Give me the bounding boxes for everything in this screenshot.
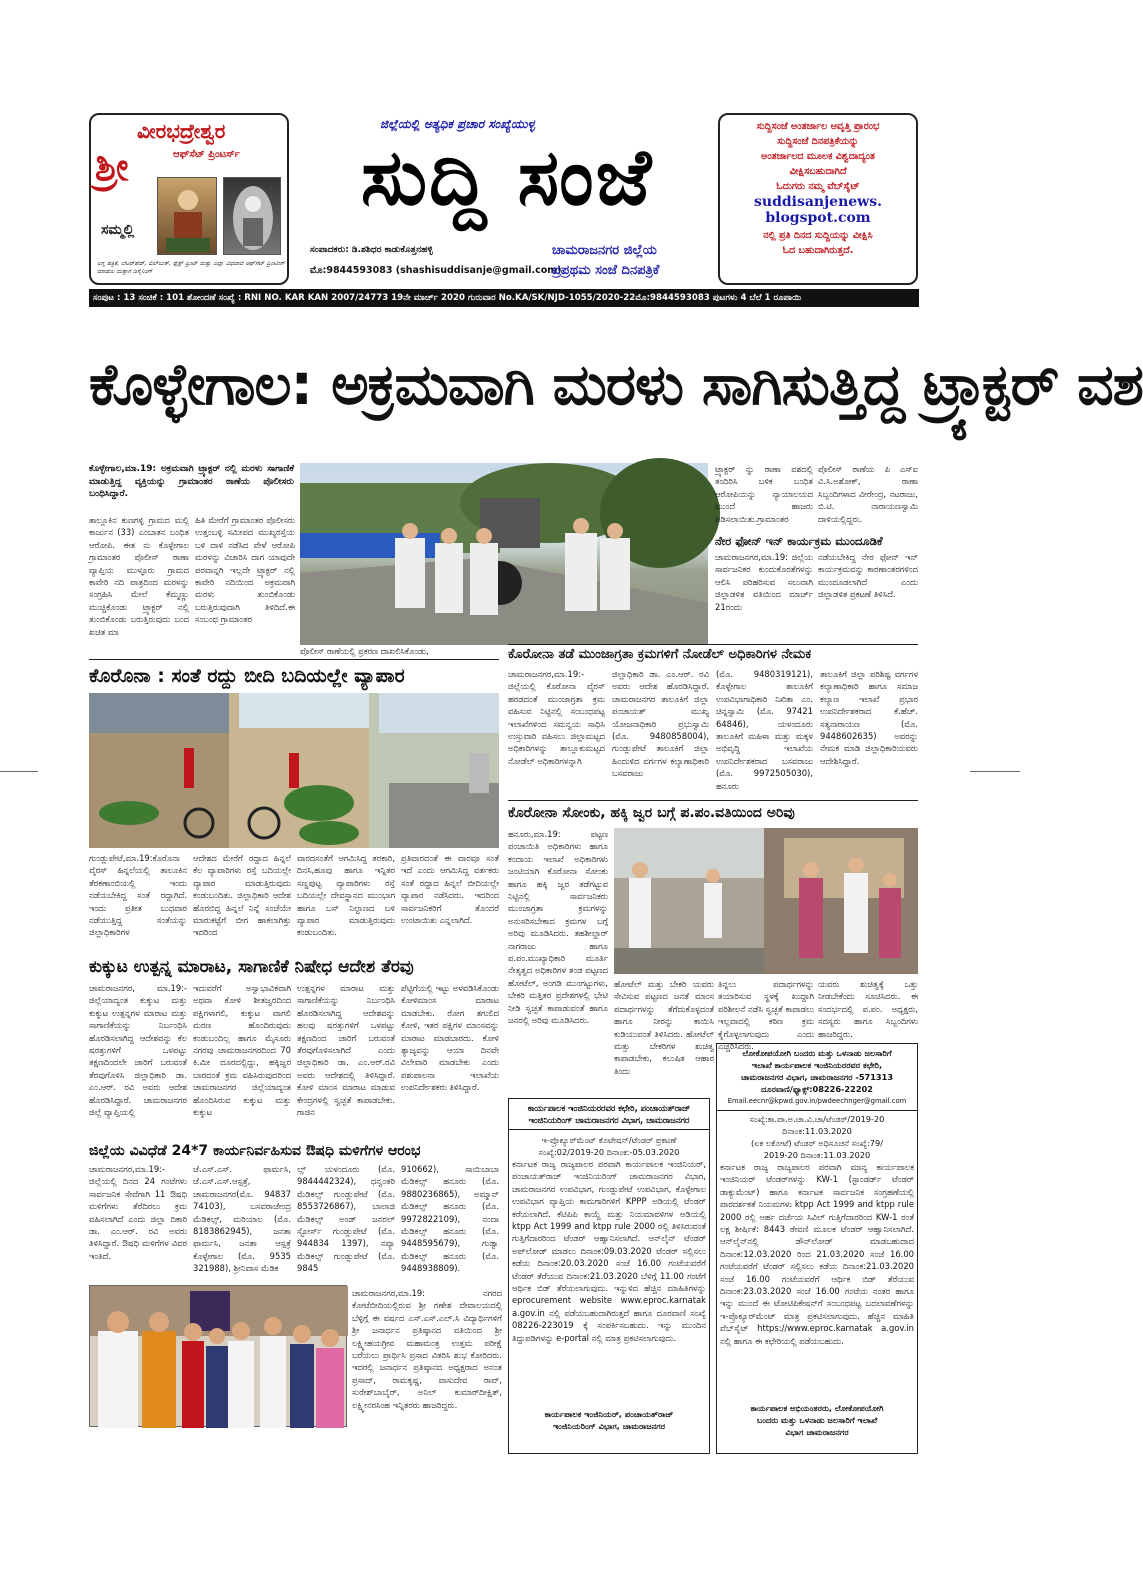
ad-right-url1[interactable]: suddisanjenews.	[754, 194, 882, 210]
tender2-header: ಲೋಕೋಪಯೋಗಿ ಬಂದರು ಮತ್ತು ಒಳನಾಡು ಜಲಸಾರಿಗೆ ಇಲಾಖೆ ಕಾರ್ಯಪಾಲಕ ಇಂಜಿನಿಯರರವರ ಕಛೇರಿ, ಚಾಮರಾಜನಗರ ವಿಭಾಗ, ಚಾಮರಾಜನಗರ -571313 ದೂರವಾಣಿ/ಫ್ಯಾಕ್ಸ್:08226-22202 Email.eecnr@kpwd.gov.in/pwdeechnger@gmail.com	[717, 1044, 917, 1111]
hakki-col2: ಹೋಟೆಲ್ ಮತ್ತು ಬೇಕರಿ ಯವರು ಸೇವಿಸುವ ಪಟ್ಟಣದ ಜನತೆ ಮಾಂಸ ಪದಾರ್ಥಗಳನ್ನು ತೆಗೆದುಕೊಳ್ಳದಂತೆ ಹಾಗೂ ನೀರನ್ನು ಕಾಯಿಸಿ ಕುಡಿಯುವಂತೆ ತಿಳಿಸಿದರು. ಹೋಟೆಲ್ ಮತ್ತು ಬೇಕರಿಗಳ ಶುಚಿತ್ವ ಕಾಪಾಡಬೇಕು, ಕಲುಷಿತ ಆಹಾರ ತಿಂದು	[614, 979, 714, 1076]
tender1-box	[508, 1098, 710, 1454]
ad-left-box	[89, 113, 289, 285]
kukkuta-col3: ಉತ್ಪನ್ನಗಳ ಮಾರಾಟ ಮತ್ತು ಸಾಗಾಣಿಕೆಯನ್ನು ನಿರ್ಬಂಧಿಸಿ ಹೊರಡಿಸಲಾಗಿದ್ದ ಆದೇಶವನ್ನು ಹಲವು ಷರತ್ತುಗಳಿಗೆ ಒಳಪಟ್ಟು ತಕ್ಷಣದಿಂದ ಜಾರಿಗೆ ಬರುವಂತೆ ತೆರವುಗೊಳಿಸಲಾಗಿದೆ ಎಂದು ಜಿಲ್ಲಾಧಿಕಾರಿ ಡಾ. ಎಂ.ಆರ್.ರವಿ ಅವರು ಆದೇಶದಲ್ಲಿ ತಿಳಿಸಿದ್ದಾರೆ. ಕೋಳಿ ಮಾಂಸ ಮಾರಾಟ ಮಾಡುವ ಕೇಂದ್ರಗಳಲ್ಲಿ ಸ್ವಚ್ಛತೆ ಕಾಪಾಡಬೇಕು. ಗಾಜಿನ	[297, 983, 395, 1118]
main-headline: ಕೊಳ್ಳೇಗಾಲ: ಅಕ್ರಮವಾಗಿ ಮರಳು ಸಾಗಿಸುತ್ತಿದ್ದ ಟ್ರ್ಯಾಕ್ಟರ್ ವಶ	[89, 352, 1143, 418]
margin-line-right	[970, 771, 1020, 772]
masthead-tagline: ಜಿಲ್ಲೆಯಲ್ಲಿ ಅತ್ಯಧಿಕ ಪ್ರಚಾರ ಸಂಖ್ಯೆಯುಳ್ಳ	[380, 117, 535, 131]
lead-right-col2: ಪೊಲೀಸ್ ಠಾಣೆಯ ಪಿ ಎಸ್ಐ ವಿ.ಸಿ.ಅಶೋಕ್, ಠಾಣಾ ಸಿಬ್ಬಂದಿಗಳಾದ ವೀರೇಂದ್ರ, ನಟರಾಜು, ಬಿ.ಟಿ. ನಾರಾಯಣಸ್ವಾಮಿ ದಾಳಿಯಲ್ಲಿದ್ದರು.	[818, 464, 918, 524]
rule-noodal	[508, 644, 918, 645]
medical-col2: ಜೆ.ಎಸ್.ಎಸ್. ಫಾರ್ಮಸಿ, ಜೆ.ಎಸ್.ಎಸ್.ಆಸ್ಪತ್ರೆ, ಚಾಮರಾಜನಗರ(ಮೊ. 94837 74103), ಬಸವರಾಜೇಂದ್ರ ಮೆಡಿಕಲ್ಸ್, ಮರಿಯಾಲ (ಮೊ. 8183862945), ಜನತಾ ಫಾರ್ಮಸಿ, ಜನತಾ ಆಸ್ಪತ್ರೆ ಕೊಳ್ಳೇಗಾಲ (ಮೊ. 9535 321988), ಶ್ರೀನಿವಾಸ ಮೆಡಿಕ	[193, 1164, 291, 1274]
hakki-photo	[614, 828, 918, 974]
kukkuta-col1: ಚಾಮರಾಜನಗರ, ಮಾ.19:- ಜಿಲ್ಲೆಯಾದ್ಯಂತ ಕುಕ್ಕುಟ ಮತ್ತು ಕುಕ್ಕುಟ ಉತ್ಪನ್ನಗಳ ಮಾರಾಟ ಮತ್ತು ಸಾಗಾಣಿಕೆಯನ್ನು ನಿರ್ಬಂಧಿಸಿ ಹೊರಡಿಸಲಾಗಿದ್ದ ಆದೇಶವನ್ನು ಕೆಲ ಷರತ್ತುಗಳಿಗೆ ಒಳಪಟ್ಟು ತಕ್ಷಣದಿಂದಲೇ ಜಾರಿಗೆ ಬರುವಂತೆ ತೆರವುಗೊಳಿಸಿ ಜಿಲ್ಲಾಧಿಕಾರಿ ಡಾ. ಎಂ.ಆರ್. ರವಿ ಅವರು ಆದೇಶ ಹೊರಡಿಸಿದ್ದಾರೆ. ಚಾಮರಾಜನಗರ ಜಿಲ್ಲೆ ವ್ಯಾಪ್ತಿಯಲ್ಲಿ	[89, 983, 187, 1118]
tender1-footer: ಕಾರ್ಯಪಾಲಕ ಇಂಜಿನಿಯರ್, ಪಂಚಾಯತ್‌ರಾಜ್ ಇಂಜಿನಿಯರಿಂಗ್ ವಿಭಾಗ, ಚಾಮರಾಜನಗರ	[544, 1409, 674, 1431]
ad-right-line3: ಅಂತರ್ಜಾಲದ ಮೂಲಕ ವಿಶ್ವದಾದ್ಯಂತ	[761, 151, 875, 162]
tender1-body: ಕರ್ನಾಟಕ ರಾಜ್ಯ ರಾಜ್ಯಪಾಲರ ಪರವಾಗಿ ಕಾರ್ಯಪಾಲಕ ಇಂಜಿನಿಯರ್, ಪಂಚಾಯತ್‌ರಾಜ್ ಇಂಜಿನಿಯರಿಂಗ್ ಚಾಮರಾಜನಗರ ವಿಭಾಗ, ಚಾಮರಾಜನಗರ ಉಪವಿಭಾಗ, ಗುಂಡ್ಲುಪೇಟೆ ಉಪವಿಭಾಗ, ಕೊಳ್ಳೇಗಾಲ ಉಪವಿಭಾಗ ವ್ಯಾಪ್ತಿಯ ಕಾಮಗಾರಿಗಳಿಗೆ KPPP ಅಡಿಯಲ್ಲಿ ಟೆಂಡರ್ ಕರೆಯಲಾಗಿದೆ. ಕೆಟಿಪಿಪಿ ಕಾಯ್ದೆ ಮತ್ತು ನಿಯಮಾವಳಿಗಳ ಅಡಿಯಲ್ಲಿ ktpp Act 1999 and ktpp rule 2000 ರಲ್ಲಿ ತಿಳಿಸಿರುವಂತೆ ಗುತ್ತಿಗೆದಾರರಿಂದ ಟೆಂಡರ್ ಆಹ್ವಾನಿಸಲಾಗಿದೆ. ಆನ್‌ಲೈನ್ ಟೆಂಡರ್ ಅಪ್‌ಲೋಡ್ ಮಾಡಲು ದಿನಾಂಕ:09.03.2020 ಟೆಂಡರ್ ಸಲ್ಲಿಸಲು ಕಡೆಯ ದಿನಾಂಕ:20.03.2020 ಸಂಜೆ 16.00 ಗಂಟೆಯವರೆಗೆ ಟೆಂಡರ್ ತೆರೆಯುವ ದಿನಾಂಕ:21.03.2020 ಬೆಳಿಗ್ಗೆ 11.00 ಗಂಟೆಗೆ ಆರ್ಥಿಕ ಬಿಡ್ ತೆರೆಯಲಾಗುವುದು. ಇನ್ನುಳಿದ ಹೆಚ್ಚಿನ ಮಾಹಿತಿಗಳನ್ನು eprocurement website www.eproc.karnatak a.gov.in ನಲ್ಲಿ ಪಡೆಯಬಹುದಾಗಿರುತ್ತದೆ ಹಾಗೂ ದೂರವಾಣಿ ಸಂಖ್ಯೆ 08226-223019 ಕ್ಕೆ ಸಂಪರ್ಕಿಸಬಹುದು. ಇನ್ನು ಮುಂದಿನ ತಿದ್ದುಪಡಿಗಳನ್ನು e-portal ನಲ್ಲಿ ಮಾತ್ರ ಪ್ರಕಟಿಸಲಾಗುವುದು.	[512, 1159, 706, 1343]
neer-title: ನೇರ ಫೋನ್ ಇನ್ ಕಾರ್ಯಕ್ರಮ ಮುಂದೂಡಿಕೆ	[715, 534, 883, 548]
tender1-notice-title: ಇ-ಪ್ರೊಕ್ಯೂರ್‌ಮೆಂಟ್ ಕೊಟೇಷನ್/ಟೆಂಡರ್ ಪ್ರಕಟಣೆ	[541, 1135, 677, 1145]
ad-right-line7: ಓದ ಬಹುದಾಗಿರುತ್ತದೆ.	[782, 245, 854, 256]
ad-right-line2: ಸುದ್ದಿಸಂಜೆ ದಿನಪತ್ರಿಕೆಯನ್ನು	[777, 136, 859, 147]
ad-right-line6: ನಲ್ಲಿ ಪ್ರತಿ ದಿನದ ಸುದ್ದಿಯನ್ನು ವೀಕ್ಷಿಸಿ	[763, 230, 873, 241]
noodal-title: ಕೊರೋನಾ ತಡೆ ಮುಂಜಾಗ್ರತಾ ಕ್ರಮಗಳಿಗೆ ನೋಡೆಲ್ ಅಧಿಕಾರಿಗಳ ನೇಮಕ	[508, 647, 812, 662]
tender2-notice-title: (ಏಕ ಲಕೋಟೆ) ಟೆಂಡರ್ ಅಧಿಸೂಚನೆ ಸಂಖ್ಯೆ:79/	[751, 1138, 883, 1148]
tender1-notice-no: ಸಂಖ್ಯೆ:02/2019-20 ದಿನಾಂಕ:-05.03.2020	[538, 1147, 680, 1157]
santhe-photo	[89, 693, 499, 848]
medical-col4: 910662), ಸಾಯಿಬಾಬಾ ಮೆಡಿಕಲ್ಸ್ ಹನೂರು (ಮೊ. 9880236865), ಅಮ್ಮಾನ್ ಮೆಡಿಕಲ್ಸ್ ಹನೂರು (ಮೊ. 9972822109), ನಂದಾ ಮೆಡಿಕಲ್ಸ್ ಹನೂರು (ಮೊ. 9448595679), ಗುಡ್ವಾ ಮೆಡಿಕಲ್ಸ್ ಹನೂರು (ಮೊ. 9448938809).	[401, 1164, 499, 1274]
ad-left-place: ಸಮ್ಮಲ್ಲಿ	[101, 222, 135, 238]
santhe-col4: ಪ್ರತಿವಾರದಂತೆ ಈ ವಾರವೂ ಸಂತೆ ಇದೆ ಎಂದು ಆಗಮಿಸಿದ್ದ ವರ್ತಕರು ಸಂತೆ ರದ್ದಾದ ಹಿನ್ನಲೆ ಬೀದಿಯಲ್ಲೇ ವ್ಯಾಪಾರ ನಡೆಸಿದರು. ಇದರಿಂದ ಸಾರ್ವಜನಿಕರಿಗೆ ತೊಂದರೆ ಉಂಟಾಯಿತು ಎನ್ನಲಾಗಿದೆ.	[401, 853, 499, 926]
santhe-title: ಕೊರೊನಾ : ಸಂತೆ ರದ್ದು ಬೀದಿ ಬದಿಯಲ್ಲೇ ವ್ಯಾಪಾರ	[89, 665, 405, 687]
noodal-col3: (ಮೊ. 9480319121), ಕೊಳ್ಳೇಗಾಲ ತಾಲೂಕಿಗೆ ಉಪವಿಭಾಗಾಧಿಕಾರಿ ನಿಖಿತಾ ಎಂ. ಚಿನ್ನಸ್ವಾಮಿ (ಮೊ. 97421 64846), ಯಳಂದೂರು ತಾಲೂಕಿಗೆ ಮಹಿಳಾ ಮತ್ತು ಮಕ್ಕಳ ಅಭಿವೃದ್ಧಿ ಇಲಾಖೆಯ ಉಪನಿರ್ದೇಶಕರಾದ ಬಸವರಾಜು (ಮೊ. 9972505030), ಹನೂರು	[716, 669, 813, 791]
hakki-col4: ಯವರು ಶುಚಿತ್ವಕ್ಕೆ ಒತ್ತು ನೀಡಬೇಕೆಂದು ಸೂಚಿಸಿದರು. ಈ ಸಂದರ್ಭದಲ್ಲಿ ಪ.ಪಂ. ಅಧ್ಯಕ್ಷರು, ಸದಸ್ಯರು ಹಾಗೂ ಸಿಬ್ಬಂದಿಗಳು ಹಾಜರಿದ್ದರು.	[818, 979, 918, 1039]
kukkuta-col2: ಇದುವರೆಗೆ ಅಸ್ವಾಭಾವಿಕವಾಗಿ ಅಥವಾ ಕೋಳಿ ಶೀತಜ್ವರದಿಂದ ಪಕ್ಷಿಗಳಾಗಲಿ, ಕುಕ್ಕುಟ ವಾಗಲಿ ಮರಣ ಹೊಂದಿರುವುದು ಕಂಡುಬಂದಿಲ್ಲ ಹಾಗೂ ಮೈಸೂರು ನಗರವು ಚಾಮರಾಜನಗರದಿಂದ 70 ಕಿ.ಮೀ ದೂರದಲ್ಲಿದ್ದು, ಹಕ್ಕಿಜ್ವರ ಬಾರದಂತೆ ಕ್ರಮ ವಹಿಸಿರುವುದರಿಂದ ಚಾಮರಾಜನಗರ ಜಿಲ್ಲೆಯಾದ್ಯಂತ ಹೊಂದಿಸಿರುವ ಕುಕ್ಕುಟ ಮತ್ತು ಕುಕ್ಕುಟ	[193, 983, 291, 1118]
kukkuta-title: ಕುಕ್ಕುಟ ಉತ್ಪನ್ನ ಮಾರಾಟ, ಸಾಗಾಣಿಕೆ ನಿಷೇಧ ಆದೇಶ ತೆರವು	[89, 957, 414, 977]
lead-right-col1: ಟ್ರ್ಯಾಕ್ಟರ್ ನ್ನು ಠಾಣಾ ವಶದಲ್ಲಿ ತಂದಿರಿಸಿ ಬಳಿಕ ಬಂಧಿತ ಆರೋಪಿಯನ್ನು ನ್ಯಾಯಾಲಯದ ಮುಂದೆ ಹಾಜರು ಪಡಿಸಲಾಯಿತು.ಗ್ರಾಮಾಂತರ	[715, 464, 813, 524]
ad-left-desc: ಲಗ್ನ ಪತ್ರಿಕೆ, ಲೆಟರ್‌ಹೆಡ್, ಬಿಲ್‌ಬುಕ್, ಫ್ಲೆಕ್ಸ್ ಪ್ರಿಂಟ್ ಮತ್ತು ಎಲ್ಲಾ ವಿಧವಾದ ಆಫ್‌ಸೆಟ್ ಪ್ರಿಂಟಿಂಗ್ ಮಾಡುಲ ಮತ್ತಾಗ ಡಿಸೈನಿಂಗ್	[97, 260, 285, 275]
lead-col1: ತಾಲ್ಲೂಕಿನ ಕುಣಗಳ್ಳಿ ಗ್ರಾಮದ ಮಲ್ಲಿ ಕಾರ್ಜುನ (33) ಎಂಬಾತನ ಬಂಧಿತ ಆರೋಪಿ. ಈತ ನು ಕೊಳ್ಳೇಗಾಲ ಗ್ರಾಮಾಂತರ ಪೊಲೀಸ್ ಠಾಣಾ ವ್ಯಾಪ್ತಿಯ ಮುಳ್ಳೂರು ಗ್ರಾಮದ ಕಾವೇರಿ ನದಿ ಪಾತ್ರದಿಂದ ಮರಳನ್ನು ಸಂಗ್ರಹಿಸಿ ಮೇಲೆ ಕೆಮ್ಮಣ್ಣು ಮುಚ್ಚಿಕೊಂಡು ಟ್ರ್ಯಾಕ್ಟರ್ ನಲ್ಲಿ ತುಂಬಿಕೊಂಡು ಬರುತ್ತಿರುವುದು ಬಂದ ಖಚಿತ ಮಾ	[89, 515, 189, 637]
tender2-notice-title2: 2019-20 ದಿನಾಂಕ:11.03.2020	[763, 1150, 871, 1160]
masthead-district-1: ಚಾಮರಾಜನಗರ ಜಿಲ್ಲೆಯ	[552, 243, 657, 258]
ad-right-url2[interactable]: blogspot.com	[765, 210, 871, 226]
tender2-notice-date: ದಿನಾಂಕ:11.03.2020	[782, 1126, 852, 1136]
masthead-phone: ಮೊ:9844593083 (shashisuddisanje@gmail.com)	[310, 265, 562, 276]
kukkuta-col4: ಪೆಟ್ಟಿಗೆಯಲ್ಲಿ ಇಟ್ಟು ಅಳವಡಿಸಿಕೊಂಡು ಕೋಳಿಮಾಂಸ ಮಾರಾಟ ಮಾಡಬೇಕು. ರೋಗ ತಗುಲಿದ ಕೋಳಿ, ಇತರ ಪಕ್ಷಿಗಳ ಮಾಂಸವನ್ನು ಮಾರಾಟ ಮಾಡಬಾರದು. ಕೋಳಿ ತ್ಯಾಜ್ಯವನ್ನು ಆಯಾ ದಿನವೇ ವಿಲೇವಾರಿ ಮಾಡಬೇಕು ಎಂದು ಪಶುಪಾಲನಾ ಇಲಾಖೆಯ ಉಪನಿರ್ದೇಶಕರು ತಿಳಿಸಿದ್ದಾರೆ.	[401, 983, 499, 1093]
lead-col2: ಹಿತಿ ಮೇರೆಗೆ ಗ್ರಾಮಾಂತರ ಪೊಲೀಸರು ಉತ್ತಂಬಳ್ಳಿ ಸಮೀಪದ ಮುಖ್ಯರಸ್ತೆಯ ಬಳಿ ದಾಳಿ ನಡೆಸಿದ ವೇಳೆ ಆರೋಪಿ ಮರಳನ್ನು ವಿಚಾರಿಸಿ ದಾಗ ಯಾವುದೇ ಪರವಾನ್ನಗಿ ಇಲ್ಲದೇ ಟ್ರ್ಯಾಕ್ಟರ್ ನಲ್ಲಿ ಕಾವೇರಿ ನದಿಯಿಂದ ಅಕ್ರಮವಾಗಿ ಮರಳು ತುಂಬಿಕೊಂಡು ಬರುತ್ತಿರುವುದಾಗಿ ತಿಳಿದಿದೆ.ಈ ಸಂಬಂಧ ಗ್ರಾಮಾಂತರ	[195, 515, 295, 625]
tender2-email: Email.eecnr@kpwd.gov.in/pwdeechnger@gmail.com	[727, 1097, 907, 1105]
tender2-body: ಕರ್ನಾಟಕ ರಾಜ್ಯ ರಾಜ್ಯಪಾಲರ ಪರವಾಗಿ ಮಾನ್ಯ ಕಾರ್ಯಪಾಲಕ ಇಂಜಿನಿಯರ್ ಟೆಂಡರ್‌ಗಳನ್ನು KW-1 (ಸ್ಟಾಂಡರ್ಡ್ ಟೆಂಡರ್ ಡಾಕ್ಯುಮೆಂಟ್) ಹಾಗೂ ಕರ್ನಾಟಕ ಸಾರ್ವಜನಿಕ ಸಂಗ್ರಹಣೆಯಲ್ಲಿ ಪಾರದರ್ಶಕತೆ ನಿಯಮಗಳು ktpp Act 1999 and ktpp rule 2000 ರಲ್ಲಿ ಅರ್ಹ ದರ್ಜೆಯ ಸಿವಿಲ್ ಗುತ್ತಿಗೆದಾರರಿಂದ KW-1 ರಂತೆ ಲಕ್ಷ ಶೀರ್ಷಿಕೆ: 8443 ಠೇವಣಿ ಮೂಲಕ ಟೆಂಡರ್ ಆಹ್ವಾನಿಸಲಾಗಿದೆ. ಆನ್‌ಲೈನ್‌ನಲ್ಲಿ ಡೌನ್‌ಲೋಡ್ ಮಾಡಬಹುದಾದ ದಿನಾಂಕ:12.03.2020 ರಿಂದ 21.03.2020 ಸಂಜೆ 16.00 ಗಂಟೆಯವರೆಗೆ ಟೆಂಡರ್ ಸಲ್ಲಿಸಲು ಕಡೆಯ ದಿನಾಂಕ:21.03.2020 ಸಂಜೆ 16.00 ಗಂಟೆಯವರೆಗೆ ಆರ್ಥಿಕ ಬಿಡ್ ತೆರೆಯುವ ದಿನಾಂಕ:23.03.2020 ಸಂಜೆ 16.00 ಗಂಟೆಯ ನಂತರ ಹಾಗೂ ಇನ್ನು ಮುಂದೆ ಈ ಟೋಟಿಪಿಕೇಷನ್‌ಗೆ ಸಂಬಂಧಪಟ್ಟ ಬದಲಾವಣೆಗಳನ್ನು ಇ-ಪ್ರೊಕ್ಯೂರ್‌ಮೆಂಟ್ ಮಾತ್ರ ಪ್ರಕಟಿಸಲಾಗುವುದು. ಹೆಚ್ಚಿನ ಮಾಹಿತಿ ವೆಬ್‌ಸೈಟ್ https://www.eproc.karnatak a.gov.in ನಲ್ಲಿ ಹಾಗೂ ಈ ಕಛೇರಿಯಲ್ಲಿ ಪಡೆಯಬಹುದು.	[720, 1162, 914, 1346]
tender2-box	[716, 1043, 918, 1454]
masthead-title: ಸುದ್ದಿ ಸಂಜೆ	[360, 133, 654, 223]
lead-caption: ಪೊಲೀಸ್ ಠಾಣೆಯಲ್ಲಿ ಪ್ರಕರಣ ದಾಖಲಿಸಿಕೊಂಡು,	[300, 646, 429, 656]
lead-intro: ಕೊಳ್ಳೇಗಾಲ,ಮಾ.19: ಅಕ್ರಮವಾಗಿ ಟ್ರ್ಯಾಕ್ಟರ್ ನಲ್ಲಿ ಮರಳು ಸಾಗಾಣಿಕೆ ಮಾಡುತ್ತಿದ್ದ ವ್ಯಕ್ತಿಯನ್ನು ಗ್ರಾಮಾಂತರ ಠಾಣೆಯ ಪೊಲೀಸರು ಬಂಧಿಸಿದ್ದಾರೆ.	[89, 464, 294, 500]
deity-photo-1	[157, 177, 217, 255]
tender2-notice-no: ಸಂಖ್ಯೆ:ಕಾ.ಪಾ.ಅ.ಚಾ.ವಿ.ಚಾ/ಟೆಂಡರ್/2019-20	[749, 1114, 885, 1124]
noodal-col2: ಜಿಲ್ಲಾಧಿಕಾರಿ ಡಾ. ಎಂ.ಆರ್. ರವಿ ಅವರು ಆದೇಶ ಹೊರಡಿಸಿದ್ದಾರೆ. ಚಾಮರಾಜನಗರ ತಾಲೂಕಿಗೆ ಜಿಲ್ಲಾ ಪಂಚಾಯತ್ ಮುಖ್ಯ ಯೋಜನಾಧಿಕಾರಿ ಪ್ರಭುಸ್ವಾಮಿ (ಮೊ. 9480858004), ಗುಂಡ್ಲುಪೇಟೆ ತಾಲೂಕಿಗೆ ಜಿಲ್ಲಾ ಹಿಂದುಳಿದ ವರ್ಗಗಳ ಕಲ್ಯಾಣಾಧಿಕಾರಿ ಬಸವರಾಜು	[612, 669, 709, 779]
noodal-col1: ಚಾಮರಾಜನಗರ,ಮಾ.19:- ಜಿಲ್ಲೆಯಲ್ಲಿ ಕೊರೋನಾ ವೈರಸ್ ಹರಡದಂತೆ ಮುಂಜಾಗ್ರತಾ ಕ್ರಮ ವಹಿಸುವ ನಿಟ್ಟಿನಲ್ಲಿ ಸಂಬಂಧಪಟ್ಟ ಇಲಾಖೆಗಳಿಂದ ಸಮನ್ವಯ ಸಾಧಿಸಿ ಉಸ್ತುವಾರಿ ವಹಿಸಲು ಜಿಲ್ಲಾಮಟ್ಟದ ಅಧಿಕಾರಿಗಳನ್ನು ತಾಲ್ಲೂಕುಮಟ್ಟದ ನೋಡೆಲ್ ಅಧಿಕಾರಿಗಳನ್ನಾಗಿ	[508, 669, 605, 766]
medical-title: ಜಿಲ್ಲೆಯ ವಿವಿಧೆಡೆ 24*7 ಕಾರ್ಯನಿರ್ವಹಿಸುವ ಔಷಧಿ ಮಳಿಗೆಗಳ ಆರಂಭ	[89, 1143, 421, 1159]
award-photo	[89, 1285, 347, 1427]
tender1-header: ಕಾರ್ಯಪಾಲಕ ಇಂಜಿನಿಯರರವರ ಕಛೇರಿ, ಪಂಚಾಯತ್‌ರಾಜ್ ಇಂಜಿನಿಯರಿಂಗ್ ಚಾಮರಾಜನಗರ ವಿಭಾಗ, ಚಾಮರಾಜನಗರ	[509, 1099, 709, 1130]
rule-hakki	[508, 800, 918, 801]
ad-right-line5: ಓದುಗರು ನಮ್ಮ ವೆಬ್‌ಸೈಟ್	[776, 181, 860, 192]
ad-right-box	[718, 113, 918, 285]
ad-right-line1: ಸುದ್ದಿಸಂಜೆ ಅಂತರ್ಜಾಲ ಆವೃತ್ತಿ ಪ್ರಾರಂಭ	[756, 121, 880, 132]
award-text: ಚಾಮರಾಜನಗರ,ಮಾ.19: ನಗರದ ಕೋಟೆಬೀದಿಯಲ್ಲಿರುವ ಶ್ರೀ ಗಣೇಶ ದೇವಾಲಯದಲ್ಲಿ ಬೆಳ್ಳಿಗ್ಗೆ ಈ ವರ್ಷದ ಎಸ್.ಎಸ್.ಎಲ್.ಸಿ ವಿದ್ಯಾರ್ಥಿಗಳಿಗೆ ಶ್ರೀ ಜನಾರ್ಧನ ಪ್ರತಿಷ್ಠಾನದ ವತಿಯಿಂದ ಶ್ರೀ ಲಕ್ಷ್ಮೀಹಯಗ್ರೀವ ಮಹಾಮಂತ್ರ ಉತ್ತಮ ಪರೀಕ್ಷೆ ಬರೆಯಲು ಪ್ರಾರ್ಥಿಸಿ ಪ್ರಸಾದ ವಿತರಿಸಿ ಶುಭ ಕೋರಿದರು. ಇದರಲ್ಲಿ ಜನಾರ್ಧನ ಪ್ರತಿಷ್ಠಾನದ ಅಧ್ಯಕ್ಷರಾದ ಅನಂತ ಪ್ರಸಾದ್, ರಾಮಕೃಷ್ಣ, ವಾಸುದೇವ ರಾವ್, ಸುರೇಶ್‌ಬಾಬೈರ್, ಅನಿಲ್ ಕುಮಾರ್‌ದೀಕ್ಷಿತ್, ಲಕ್ಷ್ಮೀನರಸಿಂಹ ಇನ್ನಿತರರು ಹಾಜರಿದ್ದರು.	[352, 1288, 502, 1410]
santhe-col3: ವಾರದಸಂತೆಗೆ ಆಗಮಿಸಿದ್ದ ತರಕಾರಿ, ದಿನಸಿ,ಹೂವು ಹಾಗೂ ಇನ್ನಿತರ ಸಣ್ಣಪುಟ್ಟ ವ್ಯಾಪಾರಿಗಳು ರಸ್ತೆ ಬದಿಯಲ್ಲೇ ದೇವಸ್ಥಾನದ ಮುಂಭಾಗ ಹಾಗೂ ಬಸ್ ನಿಲ್ದಾಣದ ಬಳಿ ವ್ಯಾಪಾರ ಮಾಡುತ್ತಿರುವುದು ಕಂಡುಬಂದಿತು.	[297, 853, 395, 938]
hakki-col1: ಹನೂರು,ಮಾ.19: ಪಟ್ಟಣ ಪಂಚಾಯಿತಿ ಅಧಿಕಾರಿಗಳು ಹಾಗೂ ಕಂದಾಯ ಇಲಾಖೆ ಅಧಿಕಾರಿಗಳು ಜಂಟಿಯಾಗಿ ಕೊರೋನಾ ಸೋಂಕು ಹಾಗೂ ಹಕ್ಕಿ ಜ್ವರ ತಡೆಗಟ್ಟುವ ನಿಟ್ಟಿನಲ್ಲಿ ಸಾರ್ವಜನಿಕರು ಮುಂಜಾಗ್ರತಾ ಕ್ರಮಗಳನ್ನು ಅನುಸರಿಸಬೇಕಾದ ಕ್ರಮಗಳ ಬಗ್ಗೆ ಅರಿವು ಮೂಡಿಸಿದರು. ತಹಶೀಲ್ದಾರ್ ನಾಗರಾಜು ಹಾಗೂ ಪ.ಪಂ.ಮುಖ್ಯಾಧಿಕಾರಿ ಮೂರ್ತಿ ನೇತೃತ್ವದ ಅಧಿಕಾರಿಗಳ ತಂಡ ಪಟ್ಟಣದ ಹೋಟೆಲ್, ಅಂಗಡಿ ಮುಂಗಟ್ಟುಗಳು, ಬೇಕರಿ ಮತ್ತಿತರ ಪ್ರದೇಶಗಳಲ್ಲಿ ಭೇಟಿ ನೀಡಿ ಸ್ವಚ್ಛತೆ ಕಾಪಾಡುವಂತೆ ಹಾಗೂ ಜನರಲ್ಲಿ ಅರಿವು ಮೂಡಿಸಿದರು.	[508, 829, 608, 1026]
santhe-col1: ಗುಂಡ್ಲುಪೇಟೆ,ಮಾ.19:ಕೊರೊನಾ ವೈರಸ್ ಹಿನ್ನಲೆಯಲ್ಲಿ ತಾಲೂಕಿನ ತೆರಕಣಾಂಬಿಯಲ್ಲಿ ಇಂದು ನಡೆಯಬೇಕಿದ್ದ ಸಂತೆ ರದ್ದಾಗಿದೆ. ಇಂದು ಪ್ರತೀತ ಬುಧವಾರ ನಡೆಯುತ್ತಿದ್ದ ಸಂತೆಯನ್ನು ಜಿಲ್ಲಾಧಿಕಾರಿಗಳ	[89, 853, 187, 938]
neer-col1: ಚಾಮರಾಜನಗರ,ಮಾ.19: ಜಿಲ್ಲೆಯ ಸಾರ್ವಜನಿಕರ ಕುಂದುಕೊರತೆಗಳನ್ನು ಆಲಿಸಿ ಪರಿಹರಿಸುವ ಸಲುವಾಗಿ ಜಿಲ್ಲಾಡಳಿತ ವತಿಯಿಂದ ಮಾರ್ಚ್ 21ರಂದು	[715, 552, 813, 612]
medical-col3: ಲ್ಸ್ ಯಳಂದೂರು (ಮೊ. 9844442324), ಧನ್ವಂತರಿ ಮೆಡಿಕಲ್ಸ್ ಗುಂಡ್ಲುಪೇಟೆ (ಮೊ. 8553726867), ಬಾಲಾಜಿ ಮೆಡಿಕಲ್ಸ್ ಅಂಡ್ ಜನರಲ್ ಸ್ಟೋರ್ಸ್ ಗುಂಡ್ಲುಪೇಟೆ (ಮೊ. 944834 1397), ನವ್ಯಾ ಮೆಡಿಕಲ್ಸ್ ಗುಂಡ್ಲುಪೇಟೆ (ಮೊ. 9845	[297, 1164, 395, 1274]
deity-photo-2	[223, 177, 281, 255]
info-bar: ಸಂಪುಟ : 13 ಸಂಚಿಕೆ : 101 ಶೋಂದಣೆ ಸಂಖ್ಯೆ : RNI NO. KAR KAN 2007/24773 19ನೇ ಮಾರ್ಚ್ 2020 ಗುರುವಾರ No.KA/SK/NJD-1055/2020-22ಮೊ:9844593083 ಪುಟಗಳು 4 ಬೆಲೆ 1 ರೂಪಾಯಿ	[89, 289, 919, 307]
margin-line-left	[0, 771, 38, 772]
hakki-col3: ತಿನ್ನಲು ಪದಾರ್ಥಗಳನ್ನು ತಯಾರಿಸುವ ಸ್ಥಳಕ್ಕೆ ಖುದ್ದಾಗಿ ಪರಿಶೀಲನೆ ನಡೆಸಿ ಸ್ವಚ್ಛತೆ ಕಾಪಾಡಲು ಇಲ್ಲವಾದಲ್ಲಿ ಕಠಿಣ ಕ್ರಮ ಕೈಗೊಳ್ಳಲಾಗುವುದು ಎಂದು ಎಚ್ಚರಿಸಿದರು.	[718, 979, 814, 1052]
rule-santhe	[89, 659, 499, 660]
noodal-col4: ತಾಲೂಕಿಗೆ ಜಿಲ್ಲಾ ಪರಿಶಿಷ್ಟ ವರ್ಗಗಳ ಕಲ್ಯಾಣಾಧಿಕಾರಿ ಹಾಗೂ ಸಮಾಜ ಕಲ್ಯಾಣ ಇಲಾಖೆ ಪ್ರಭಾರ ಉಪನಿರ್ದೇಶಕರಾದ ಕೆ.ಹೆಚ್. ಸತ್ಯನಾರಾಯಣ (ಮೊ. 9448602635) ಅವರನ್ನು ನೇಮಕ ಮಾಡಿ ಜಿಲ್ಲಾಧಿಕಾರಿಯವರು ಆದೇಶಿಸಿದ್ದಾರೆ.	[820, 669, 918, 766]
masthead-editor: ಸಂಪಾದಕರು: ಡಿ.ಶಶಿಧರ ಕಾಡುಕೊತ್ತನಹಳ್ಳಿ	[310, 245, 433, 255]
hakki-title: ಕೊರೋನಾ ಸೋಂಕು, ಹಕ್ಕಿ ಜ್ವರ ಬಗ್ಗೆ ಪ.ಪಂ.ವತಿಯಿಂದ ಅರಿವು	[508, 805, 795, 821]
ad-left-title: ವೀರಭದ್ರೇಶ್ವರ	[137, 119, 226, 143]
neer-col2: ನಡೆಯಬೇಕಿದ್ದ ನೇರ ಫೋನ್ ಇನ್ ಕಾರ್ಯಕ್ರಮವನ್ನು ಕಾರಣಾಂತರಗಳಿಂದ ಮುಂದೂಡಲಾಗಿದೆ ಎಂದು ಜಿಲ್ಲಾಡಳಿತ ಪ್ರಕಟಣೆ ತಿಳಿಸಿದೆ.	[818, 552, 918, 600]
medical-col1: ಚಾಮರಾಜನಗರ,ಮಾ.19:- ಜಿಲ್ಲೆಯಲ್ಲಿ ದಿನದ 24 ಗಂಟೆಗಳು ಸಾರ್ವಜನಿಕ ಸೇವೆಗಾಗಿ 11 ಔಷಧಿ ಮಳಿಗೆಗಳು ತೆರೆದಿರಲು ಕ್ರಮ ವಹಿಸಲಾಗಿದೆ ಎಂದು ಜಿಲ್ಲಾ ದಿಕಾರಿ ಡಾ. ಎಂ.ಆರ್. ರವಿ ಅವರು ತಿಳಿಸಿದ್ದಾರೆ. ಔಷಧಿ ಮಳಿಗೆಗಳ ವಿವರ ಇಂತಿದೆ.	[89, 1164, 187, 1261]
santhe-col2: ಆದೇಶದ ಮೇರೆಗೆ ರದ್ದಾದ ಹಿನ್ನಲೆ ಕೆಲ ವ್ಯಾಪಾರಿಗಳು ರಸ್ತೆ ಬದಿಯಲ್ಲೇ ವ್ಯಾಪಾರ ಮಾಡುತ್ತಿರುವುದು ಕಂಡುಬಂದಿತು. ಜಿಲ್ಲಾಧಿಕಾರಿ ಆದೇಶ ಹೊರಬಿದ್ದ ಹಿನ್ನಲೆ ನಿನ್ನೆ ಸಂಜೆಯೇ ಮಾರುಕಟ್ಟೆಗೆ ಬೀಗ ಹಾಕಲಾಗಿತ್ತು ಇದರಿಂದ	[193, 853, 291, 938]
ad-left-subtitle: ಆಫ್‌ಸೆಟ್ ಪ್ರಿಂಟರ್ಸ್	[173, 149, 240, 160]
tractor-photo	[300, 463, 708, 645]
masthead-district-2: ಪ್ರಪ್ರಥಮ ಸಂಜೆ ದಿನಪತ್ರಿಕೆ	[552, 263, 660, 278]
ad-left-logo: ಶ್ರೀ	[95, 144, 129, 189]
ad-right-line4: ವೀಕ್ಷಿಸಬಹುದಾಗಿದೆ	[789, 166, 847, 177]
tender2-footer: ಕಾರ್ಯಪಾಲಕ ಅಭಿಯಂತರರು, ಲೋಕೋಪಯೋಗಿ ಬಂದರು ಮತ್ತು ಒಳನಾಡು ಜಲಸಾರಿಗೆ ಇಲಾಖೆ ವಿಭಾಗ ಚಾಮರಾಜನಗರ	[750, 1403, 884, 1437]
